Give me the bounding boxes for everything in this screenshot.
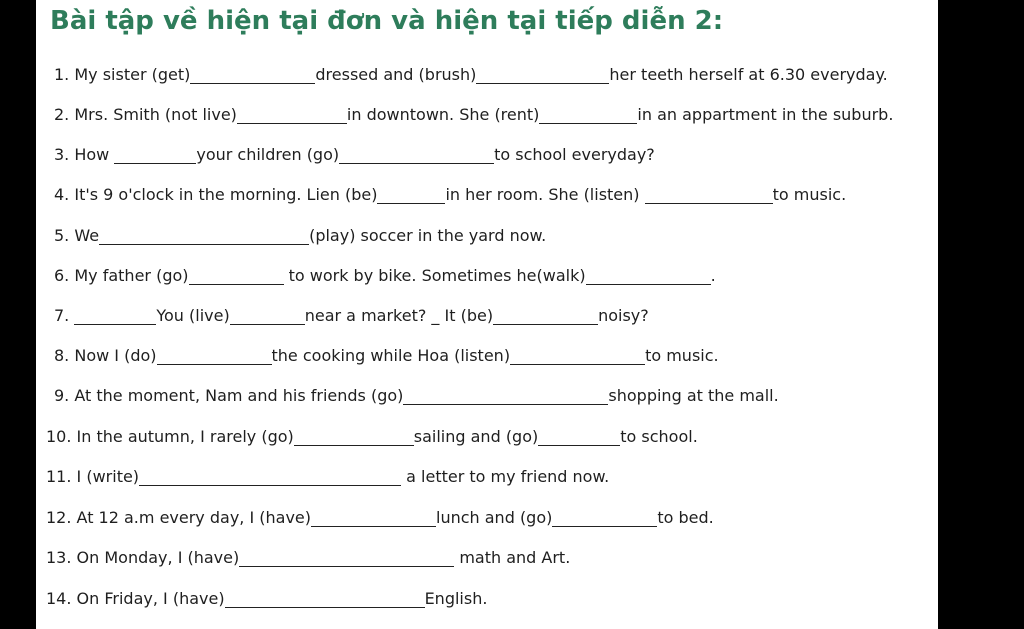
answer-blank[interactable] [552,511,657,527]
question-text: 5. We [54,226,100,245]
question-text: shopping at the mall. [608,386,779,405]
question-14 [46,586,948,608]
question-7 [54,303,956,325]
answer-blank[interactable] [114,148,196,164]
question-text: dressed and (brush) [315,65,477,84]
question-text: 3. How [54,145,115,164]
answer-blank[interactable] [403,389,608,405]
question-9 [54,383,956,405]
question-text: noisy? [598,306,649,325]
answer-blank[interactable] [139,470,401,486]
question-text: lunch and (go) [436,508,553,527]
answer-blank[interactable] [476,68,609,84]
question-text: math and Art. [454,548,571,567]
question-text: 11. I (write) [46,467,140,486]
question-11 [46,464,948,486]
question-text: in downtown. She (rent) [346,105,540,124]
answer-blank[interactable] [225,592,425,608]
question-text: her teeth herself at 6.30 everyday. [609,65,888,84]
answer-blank[interactable] [539,108,637,124]
question-text: near a market? _ It (be) [304,306,494,325]
answer-blank[interactable] [99,229,309,245]
question-text: . [710,266,716,285]
answer-blank[interactable] [645,188,773,204]
question-text: 8. Now I (do) [54,346,157,365]
answer-blank[interactable] [339,148,494,164]
answer-blank[interactable] [74,309,156,325]
question-text: 7. [54,306,75,325]
question-text: 14. On Friday, I (have) [46,589,225,608]
question-6 [54,263,956,285]
question-5 [54,223,956,245]
question-text: You (live) [156,306,230,325]
answer-blank[interactable] [586,269,711,285]
answer-blank[interactable] [294,430,414,446]
question-text: to music. [645,346,719,365]
question-text: 6. My father (go) [54,266,189,285]
answer-blank[interactable] [493,309,598,325]
question-text: English. [424,589,488,608]
question-13 [46,545,948,567]
question-text: to bed. [657,508,714,527]
question-4 [54,182,956,204]
question-text: 4. It's 9 o'clock in the morning. Lien (be) [54,185,378,204]
question-text: to music. [772,185,847,204]
worksheet-title: Bài tập về hiện tại đơn và hiện tại tiếp diễn 2: [50,6,724,36]
answer-blank[interactable] [239,551,454,567]
question-text: to work by bike. Sometimes he(walk) [283,266,586,285]
answer-blank[interactable] [190,68,315,84]
question-8 [54,343,956,365]
question-text: in an appartment in the suburb. [637,105,894,124]
answer-blank[interactable] [189,269,284,285]
question-text: 12. At 12 a.m every day, I (have) [46,508,311,527]
worksheet-page [36,0,938,629]
question-text: a letter to my friend now. [401,467,610,486]
question-1 [54,62,956,84]
question-text: 2. Mrs. Smith (not live) [54,105,237,124]
question-text: the cooking while Hoa (listen) [271,346,511,365]
question-12 [46,505,948,527]
question-text: 1. My sister (get) [54,65,191,84]
question-text: in her room. She (listen) [445,185,645,204]
question-text: to school everyday? [494,145,655,164]
question-text: sailing and (go) [413,427,539,446]
answer-blank[interactable] [157,349,272,365]
answer-blank[interactable] [311,511,436,527]
answer-blank[interactable] [510,349,645,365]
question-10 [46,424,948,446]
answer-blank[interactable] [377,188,445,204]
question-text: 13. On Monday, I (have) [46,548,240,567]
answer-blank[interactable] [538,430,620,446]
question-text: (play) soccer in the yard now. [309,226,547,245]
question-text: to school. [620,427,698,446]
question-text: 9. At the moment, Nam and his friends (go) [54,386,404,405]
question-text: your children (go) [196,145,340,164]
question-3 [54,142,956,164]
answer-blank[interactable] [237,108,347,124]
question-2 [54,102,956,124]
answer-blank[interactable] [230,309,305,325]
question-text: 10. In the autumn, I rarely (go) [46,427,294,446]
